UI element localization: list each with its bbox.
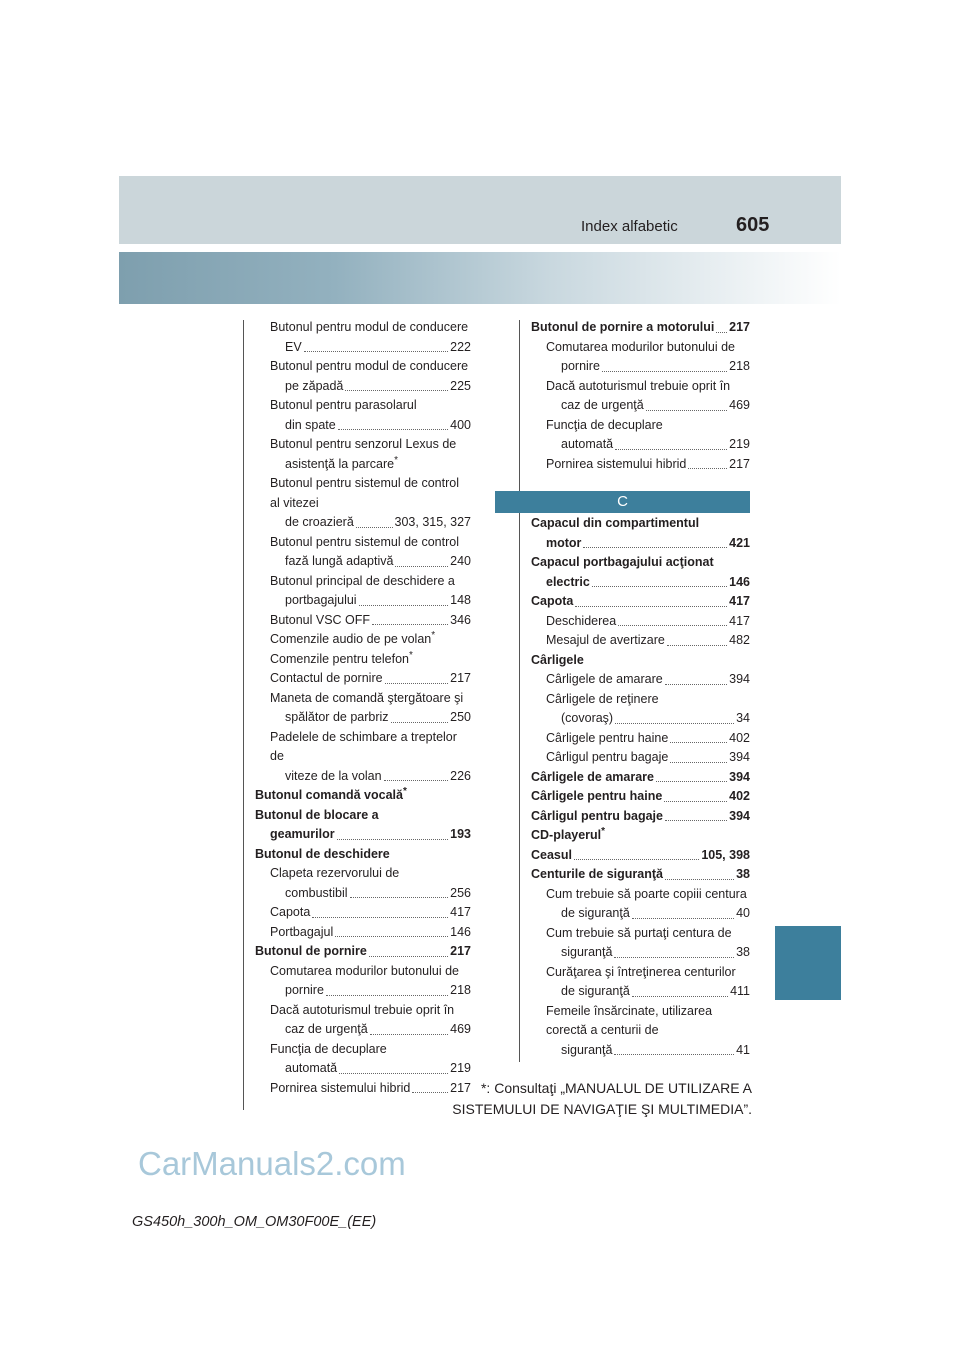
index-entry [531,826,750,846]
index-entry-term: Capota [270,905,311,919]
leader-dots [614,957,734,958]
index-entry [255,396,471,435]
index-entry-line [255,708,471,728]
index-entry-text: Butonul pentru sistemul de control [270,476,459,490]
index-entry-term: de croazieră [285,515,354,529]
index-entry [255,786,471,806]
index-entry-text: Funcţia de decuplare [546,417,663,432]
index-entry-text: Butonul pentru modul de conducere [270,359,469,373]
leader-dots [326,995,448,996]
header-band [119,176,841,244]
index-entry-text: Dacă autoturismul trebuie oprit în [270,1002,455,1017]
index-entry-line [531,612,750,632]
index-entry-line [255,552,471,572]
index-entry-term: Ceasul [531,847,572,862]
index-entry-line [255,669,471,689]
index-column-1 [255,318,471,1098]
index-entry [531,729,750,749]
index-entry-line [531,787,750,807]
column-divider-left [243,320,244,1110]
index-entry-text: corectă a centurii de [546,1023,659,1037]
index-page-ref: 217 [729,320,750,334]
index-entry-line [531,982,750,1002]
index-entry [531,338,750,377]
index-entry-term: Centurile de siguranţă [531,867,663,881]
leader-dots [304,351,448,352]
index-entry [255,942,471,962]
index-entry [255,650,471,670]
index-entry-term: automată [285,1061,338,1075]
index-page-ref: 226 [450,768,471,783]
leader-dots [615,449,727,450]
leader-dots [335,936,448,937]
index-entry-term: Pornirea sistemului hibrid [270,1080,411,1095]
index-entry-text: Capacul portbagajului acţionat [531,555,714,569]
chapter-side-tab [775,926,841,1000]
index-entry-line [531,573,750,593]
index-entry-line [255,416,471,436]
index-page-ref: 411 [730,984,750,998]
index-page-ref: 40 [736,906,750,920]
index-page-ref: 469 [450,1022,471,1036]
index-entry-text: Butonul de blocare a [255,807,379,822]
index-entry [531,377,750,416]
index-column-2-top [531,318,750,474]
index-entry [255,357,471,396]
index-page-ref: 34 [736,711,750,725]
index-entry-line [255,903,471,923]
index-page-ref: 225 [450,378,471,393]
index-entry-line [255,611,471,631]
index-page-ref: 148 [450,593,471,607]
leader-dots [632,918,734,919]
leader-dots [614,1054,734,1055]
header-title: Index alfabetic [581,218,678,235]
index-entry-line [531,807,750,827]
index-entry-text: Butonul pentru senzorul Lexus de [270,437,457,451]
index-entry [531,592,750,612]
index-page-ref: 303, 315, 327 [394,515,471,529]
index-entry-term: Portbagajul [270,924,334,939]
index-page-ref: 240 [450,554,471,568]
index-entry-line [255,338,471,358]
index-entry-text: Butonul principal de deschidere a [270,573,455,588]
leader-dots [350,897,449,898]
index-entry-line [531,396,750,416]
index-entry-term: de siguranţă [561,984,630,998]
index-entry [531,455,750,475]
index-entry-term: Butonul comandă vocală* [255,785,407,802]
index-entry-term: asistenţă la parcare* [285,454,398,471]
index-entry-line [531,748,750,768]
index-entry-line [531,670,750,690]
index-entry-line [255,786,471,806]
index-entry-line [255,513,471,533]
index-entry-term: Butonul VSC OFF [270,612,371,627]
index-entry [255,572,471,611]
index-entry-line [531,865,750,885]
index-entry [531,651,750,671]
index-entry-term: motor [546,535,582,550]
index-entry-line [531,826,750,846]
index-page-ref: 250 [450,710,471,724]
index-entry-line [531,846,750,866]
index-entry-text: Comutarea modurilor butonului de [546,339,735,354]
index-page-ref: 217 [450,671,471,685]
index-entry-line [531,318,750,338]
leader-dots [602,371,727,372]
index-entry [531,807,750,827]
index-entry-text: Butonul pentru parasolarul [270,398,417,412]
watermark-text: CarManuals2.com [138,1145,406,1182]
index-page-ref: 417 [729,594,750,608]
index-entry-line [531,435,750,455]
index-entry-line [255,884,471,904]
index-page-ref: 256 [450,885,471,900]
leader-dots [583,547,727,548]
index-entry-line [531,534,750,554]
leader-dots [665,820,727,821]
index-entry-term: Deschiderea [546,613,617,628]
index-entry [531,318,750,338]
index-entry-line [531,357,750,377]
index-entry [531,631,750,651]
index-entry-line [255,377,471,397]
index-entry [255,318,471,357]
leader-dots [575,606,727,607]
leader-dots [664,801,727,802]
index-entry-line [255,650,471,670]
index-entry-term: Pornirea sistemului hibrid [546,456,687,471]
index-page-ref: 469 [729,398,750,412]
index-entry-term: fază lungă adaptivă [285,554,394,568]
index-entry [531,885,750,924]
index-entry-line [531,943,750,963]
index-page-ref: 219 [729,437,750,451]
index-entry-text: Cârligele de reţinere [546,691,659,706]
footnote-line-1: *: Consultaţi „MANUALUL DE UTILIZARE A [480,1080,752,1096]
index-entry-term: combustibil [285,885,348,900]
index-entry-line [255,767,471,787]
index-entry-term: viteze de la volan [285,768,382,783]
index-entry-term: EV [285,339,302,354]
index-entry-term: Cârligele de amarare [546,672,663,686]
index-entry [531,748,750,768]
index-entry-line [531,768,750,788]
index-page-ref: 105, 398 [701,847,750,862]
index-entry-line [255,591,471,611]
index-page-ref: 482 [729,633,750,647]
index-entry-text: Clapeta rezervorului de [270,866,400,880]
leader-dots [574,859,699,860]
index-entry-term: Cârligele [531,652,584,667]
index-entry-line [531,631,750,651]
index-entry [255,474,471,533]
index-entry-line [255,981,471,1001]
leader-dots [395,566,448,567]
index-page-ref: 217 [450,1080,471,1095]
index-entry-text: Femeile însărcinate, utilizarea [546,1003,713,1018]
index-entry-text: Funcţia de decuplare [270,1041,387,1056]
document-code: GS450h_300h_OM_OM30F00E_(EE) [132,1214,377,1230]
leader-dots [665,879,734,880]
index-entry-text: al vitezei [270,495,319,510]
column-divider-middle [519,320,520,1062]
index-entry [531,768,750,788]
index-page-ref: 346 [450,612,471,627]
decorative-gradient-band [119,252,841,304]
index-entry-term: Cârligul pentru bagaje [531,808,663,823]
index-entry [255,845,471,865]
index-entry-term: Cârligele de amarare [531,769,654,784]
index-entry-term: Comenzile pentru telefon* [270,649,413,666]
leader-dots [338,429,448,430]
index-entry-text: Dacă autoturismul trebuie oprit în [546,378,731,393]
index-entry-line [531,592,750,612]
index-entry-text: Butonul pentru sistemul de control [270,534,459,549]
index-entry [531,865,750,885]
index-column-2-bottom [531,514,750,1060]
index-entry [531,787,750,807]
index-entry-text: Cum trebuie să purtaţi centura de [546,925,732,940]
index-entry-term: Cârligul pentru bagaje [546,750,669,764]
index-entry-line [255,923,471,943]
leader-dots [670,762,727,763]
index-entry [531,416,750,455]
index-entry-line [531,651,750,671]
index-entry [255,962,471,1001]
index-entry-term: (covoraş) [561,711,614,725]
section-letter-bar: C [495,491,750,513]
index-entry-term: CD-playerul* [531,825,606,842]
index-entry [255,806,471,845]
index-entry-term: Butonul de deschidere [255,846,390,861]
leader-dots [369,956,448,957]
index-entry-term: Contactul de pornire [270,671,383,685]
index-entry-line [531,1041,750,1061]
index-page-ref: 41 [736,1042,750,1057]
leader-dots [615,723,734,724]
index-entry-line [531,455,750,475]
index-entry-term: de siguranţă [561,906,630,920]
index-entry-line [531,729,750,749]
leader-dots [716,332,727,333]
index-entry [255,864,471,903]
index-entry-term: siguranţă [561,1042,613,1057]
index-entry [531,963,750,1002]
index-entry-term: caz de urgenţă [561,398,644,412]
index-page-ref: 218 [450,983,471,997]
index-entry-term: Cârligele pentru haine [546,730,669,745]
index-entry-text: Comutarea modurilor butonului de [270,963,459,978]
index-entry-term: automată [561,437,614,451]
index-entry-term: Mesajul de avertizare [546,633,665,647]
leader-dots [359,605,449,606]
leader-dots [372,624,448,625]
index-entry-text: Cum trebuie să poarte copiii centura [546,886,747,901]
index-entry [255,533,471,572]
leader-dots [646,410,727,411]
leader-dots [656,781,727,782]
index-entry-line [255,845,471,865]
index-entry-line [255,825,471,845]
index-entry-term: pornire [285,983,324,997]
leader-dots [337,839,449,840]
index-entry-term: pe zăpadă [285,378,344,393]
index-entry-line [531,709,750,729]
leader-dots [370,1034,448,1035]
index-entry [255,728,471,787]
index-entry-term: siguranţă [561,945,613,959]
index-page-ref: 217 [729,456,750,471]
index-page-ref: 417 [729,613,750,628]
index-entry-term: geamurilor [270,827,335,841]
index-page-ref: 146 [729,574,750,589]
index-page-ref: 38 [736,867,750,881]
index-page-ref: 402 [729,730,750,745]
index-entry [255,630,471,650]
footnote-line-2: SISTEMULUI DE NAVIGAŢIE ŞI MULTIMEDIA”. [452,1101,752,1117]
index-entry-term: caz de urgenţă [285,1022,368,1036]
index-entry [255,903,471,923]
index-entry [531,514,750,553]
index-entry [255,435,471,474]
footnote [430,1078,752,1120]
index-entry-line [255,942,471,962]
leader-dots [391,722,449,723]
index-entry-text: Padelele de schimbare a treptelor de [270,729,457,763]
index-entry-line [255,1020,471,1040]
leader-dots [618,625,727,626]
leader-dots [667,645,727,646]
leader-dots [632,996,728,997]
page-number: 605 [736,214,770,236]
index-entry-line [531,904,750,924]
leader-dots [339,1073,448,1074]
leader-dots [592,586,727,587]
index-page-ref: 193 [450,827,471,841]
index-page-ref: 394 [729,769,750,784]
leader-dots [665,684,727,685]
index-page-ref: 218 [729,359,750,373]
index-entry [255,1040,471,1079]
index-page-ref: 417 [450,905,471,919]
index-page-ref: 400 [450,417,471,432]
index-entry-text: Curăţarea şi întreţinerea centurilor [546,964,736,979]
index-entry [255,689,471,728]
index-entry-term: din spate [285,417,336,432]
index-entry-line [255,1059,471,1079]
index-entry-term: Cârligele pentru haine [531,789,663,803]
index-entry-line [255,455,471,475]
leader-dots [688,468,727,469]
index-entry [531,924,750,963]
index-entry [531,612,750,632]
index-page-ref: 421 [729,535,750,550]
index-entry-text: Maneta de comandă ştergătoare şi [270,690,464,705]
index-entry [531,846,750,866]
index-entry-term: electric [546,574,590,589]
index-entry-term: Butonul de pornire a motorului [531,320,715,334]
index-page-ref: 217 [450,944,471,958]
leader-dots [384,780,449,781]
index-entry-term: spălător de parbriz [285,710,389,724]
index-entry [255,923,471,943]
index-entry [255,1001,471,1040]
index-page-ref: 38 [736,945,750,959]
index-entry [531,670,750,690]
index-entry-line [255,630,471,650]
index-entry-term: Butonul de pornire [255,944,367,958]
index-entry-term: pornire [561,359,600,373]
index-entry [255,669,471,689]
index-page-ref: 146 [450,924,471,939]
index-page-ref: 394 [729,750,750,764]
index-page-ref: 222 [450,339,471,354]
index-entry [531,553,750,592]
leader-dots [670,742,727,743]
index-entry-term: Comenzile audio de pe volan* [270,629,436,646]
index-page-ref: 394 [729,672,750,686]
index-entry [255,611,471,631]
leader-dots [345,390,448,391]
index-entry-term: portbagajului [285,593,357,607]
index-page-ref: 219 [450,1061,471,1075]
leader-dots [312,917,448,918]
index-page-ref: 394 [729,808,750,823]
index-entry [531,1002,750,1061]
leader-dots [385,683,449,684]
index-entry-term: Capota [531,594,574,608]
index-entry-text: Butonul pentru modul de conducere [270,320,469,334]
leader-dots [356,527,393,528]
index-entry [531,690,750,729]
index-page-ref: 402 [729,789,750,803]
index-entry-text: Capacul din compartimentul [531,516,700,530]
